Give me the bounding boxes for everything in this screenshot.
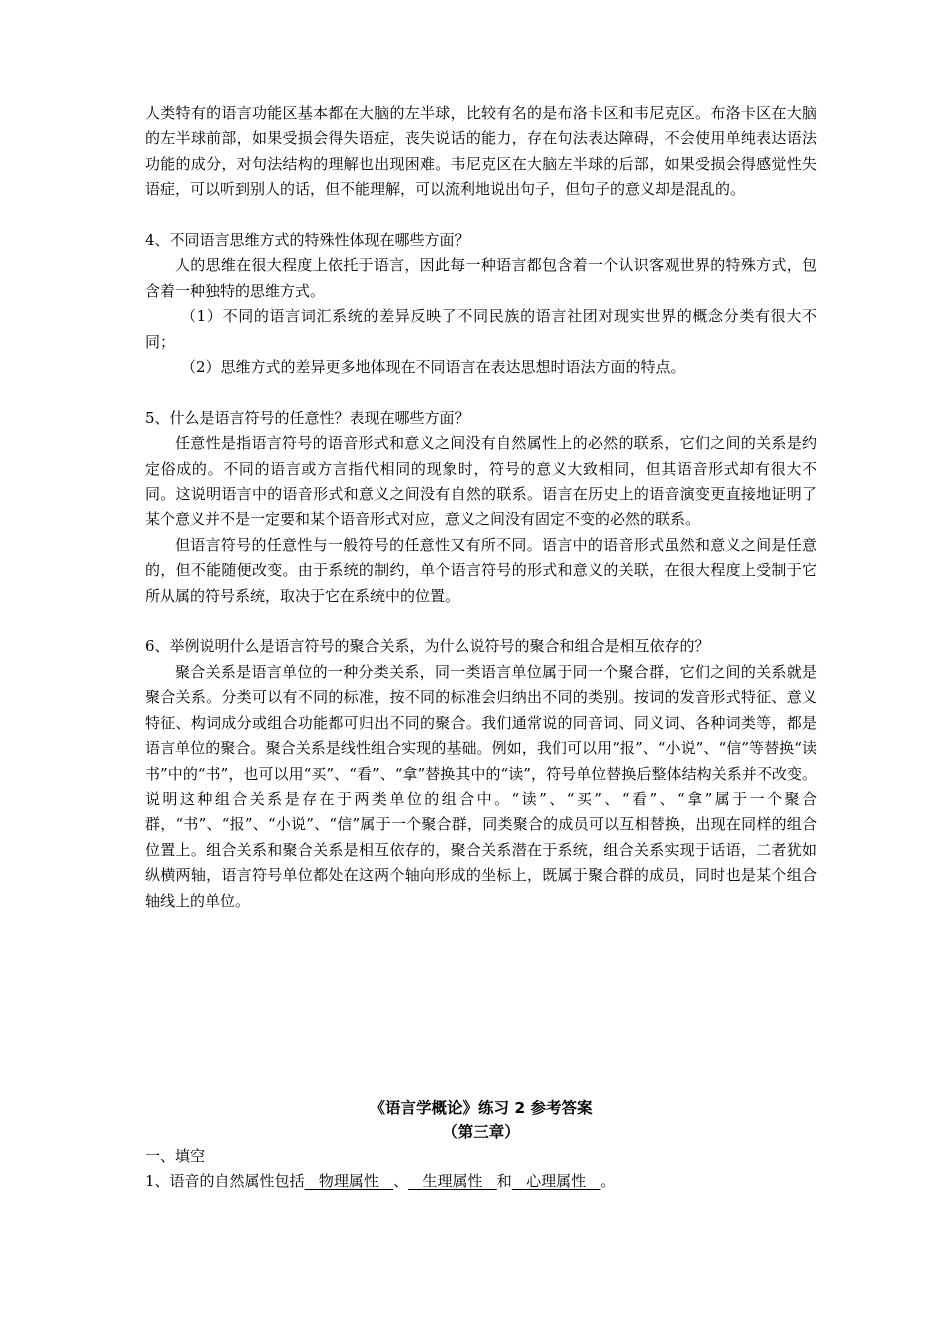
fill-answer-blank-2: 生理属性 — [408, 1172, 497, 1190]
spacer — [145, 203, 817, 228]
fill-in-question-1 — [145, 1169, 817, 1194]
fill-answer-blank-3: 心理属性 — [511, 1172, 601, 1190]
section-heading-fill-in: 一、填空 — [145, 1147, 206, 1165]
document-body — [145, 101, 817, 914]
chapter-subtitle: （第三章） — [442, 1123, 520, 1141]
fill-end: 。 — [600, 1172, 616, 1190]
answer-key-section — [145, 1096, 817, 1194]
fill-answer-blank-1: 物理属性 — [304, 1172, 394, 1190]
answer-4-intro: 人的思维在很大程度上依托于语言，因此每一种语言都包含着一个认识客观世界的特殊方式，包含着一种独特的思维方式。 — [145, 256, 817, 300]
fill-separator: 和 — [496, 1172, 512, 1190]
answer-5-paragraph-2: 但语言符号的任意性与一般符号的任意性又有所不同。语言中的语音形式虽然和意义之间是任意的，但不能随便改变。由于系统的制约，单个语言符号的形式和意义的关联，在很大程度上受制于它所从属的符号系统，取决于它在系统中的位置。 — [145, 535, 817, 605]
answer-4-item-2: （2）思维方式的差异更多地体现在不同语言在表达思想时语法方面的特点。 — [181, 358, 686, 377]
answer-paragraph: 人类特有的语言功能区基本都在大脑的左半球，比较有名的是布洛卡区和韦尼克区。布洛卡区在大脑的左半球前部，如果受损会得失语症，丧失说话的能力，存在句法表达障碍，不会使用单纯表达语法功能的成分，对句法结构的理解也出现困难。韦尼克区在大脑左半球的后部，如果受损会得感觉性失语症，可以听到别人的话，但不能理解，可以流利地说出句子，但句子的意义却是混乱的。 — [145, 104, 817, 199]
fill-prefix: 1、语音的自然属性包括 — [145, 1172, 305, 1190]
answer-6-paragraph: 聚合关系是语言单位的一种分类关系，同一类语言单位属于同一个聚合群，它们之间的关系就是聚合关系。分类可以有不同的标准，按不同的标准会归纳出不同的类别。按词的发音形式特征、意义特征、构词成分或组合功能都可归出不同的聚合。我们通常说的同音词、同义词、各种词类等，都是语言单位的聚合。聚合关系是线性组合实现的基础。例如，我们可以用“报”、“小说”、“信”等替换“读书”中的“书”，也可以用“买”、“看”、“拿”替换其中的“读”，符号单位替换后整体结构关系并不改变。说明这种组合关系是存在于两类单位的组合中。“读”、“买”、“看”、“拿”属于一个聚合群，“书”、“报”、“小说”、“信”属于一个聚合群，同类聚合的成员可以互相替换，出现在同样的组合位置上。组合关系和聚合关系是相互依存的，聚合关系潜在于系统，组合关系实现于话语，二者犹如纵横两轴，语言符号单位都处在这两个轴向形成的坐标上，既属于聚合群的成员，同时也是某个组合轴线上的单位。 — [145, 662, 817, 910]
spacer — [145, 609, 817, 634]
fill-separator: 、 — [393, 1172, 409, 1190]
answer-5-paragraph-1: 任意性是指语言符号的语音形式和意义之间没有自然属性上的必然的联系，它们之间的关系是约定俗成的。不同的语言或方言指代相同的现象时，符号的意义大致相同，但其语音形式却有很大不同。这说明语言中的语音形式和意义之间没有自然的联系。语言在历史上的语音演变更直接地证明了某个意义并不是一定要和某个语音形式对应，意义之间没有固定不变的必然的联系。 — [145, 434, 817, 529]
question-4: 4、不同语言思维方式的特殊性体现在哪些方面？ — [145, 231, 470, 250]
answer-4-item-1: （1）不同的语言词汇系统的差异反映了不同民族的语言社团对现实世界的概念分类有很大不同； — [145, 307, 817, 351]
answer-key-title: 《语言学概论》练习 2 参考答案 — [369, 1099, 593, 1117]
spacer — [145, 380, 817, 405]
question-5: 5、什么是语言符号的任意性？表现在哪些方面？ — [145, 408, 470, 427]
question-6: 6、举例说明什么是语言符号的聚合关系，为什么说符号的聚合和组合是相互依存的？ — [145, 637, 710, 656]
